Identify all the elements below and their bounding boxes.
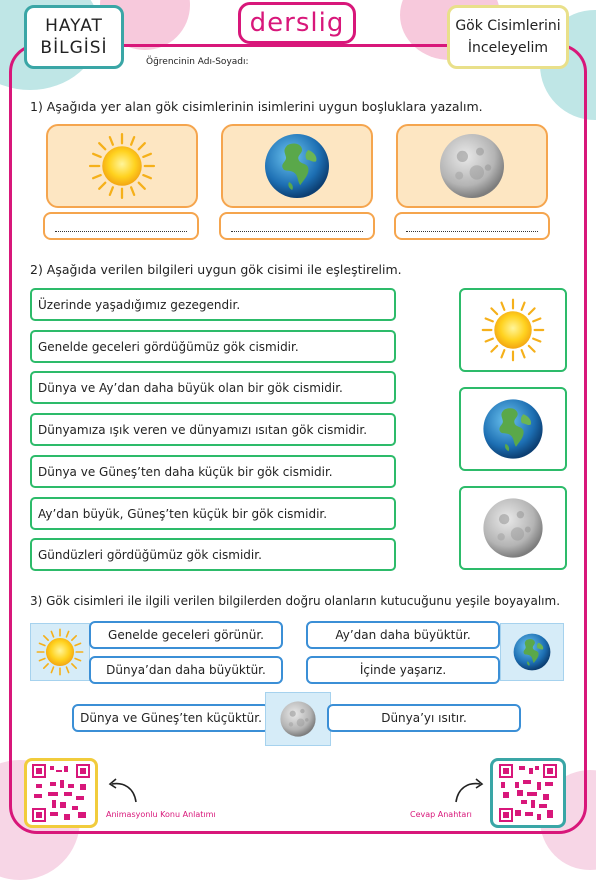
sun-icon [477,294,549,366]
earth-icon [509,629,555,675]
q2-moon-card[interactable] [459,486,567,570]
q3-sun-statement-2[interactable]: Dünya’dan daha büyüktür. [89,656,283,684]
question-2-text: 2) Aşağıda verilen bilgileri uygun gök cisimi ile eşleştirelim. [30,262,402,277]
q3-sun-image [30,623,90,681]
subject-line-1: HAYAT [45,16,103,36]
q3-sun-statement-1[interactable]: Genelde geceleri görünür. [89,621,283,649]
q2-statement[interactable]: Ay’dan büyük, Güneş’ten küçük bir gök cismidir. [30,497,396,530]
q2-earth-card[interactable] [459,387,567,471]
qr-code-icon [32,764,90,822]
question-3-text: 3) Gök cisimleri ile ilgili verilen bilgilerden doğru olanların kutucuğunu yeşile boyayalım. [30,594,561,608]
q2-statement[interactable]: Dünya ve Ay’dan daha büyük olan bir gök cismidir. [30,371,396,404]
q1-answer-blank-moon[interactable] [394,212,550,240]
q1-moon-card [396,124,548,208]
q2-statement[interactable]: Dünyamıza ışık veren ve dünyamızı ısıtan gök cismidir. [30,413,396,446]
curved-arrow-icon [104,776,144,806]
answer-key-label[interactable]: Cevap Anahtarı [410,810,472,819]
moon-icon [432,126,512,206]
q3-moon-statement-1[interactable]: Dünya ve Güneş’ten küçüktür. [72,704,270,732]
q1-answer-blank-earth[interactable] [219,212,375,240]
q2-statement[interactable]: Üzerinde yaşadığımız gezegendir. [30,288,396,321]
subject-line-2: BİLGİSİ [40,38,108,58]
animation-lesson-label[interactable]: Animasyonlu Konu Anlatımı [106,810,216,819]
q1-sun-card [46,124,198,208]
q2-statement[interactable]: Dünya ve Güneş’ten daha küçük bir gök cismidir. [30,455,396,488]
student-name-label: Öğrencinin Adı-Soyadı: [146,57,249,67]
q2-statement[interactable]: Gündüzleri gördüğümüz gök cismidir. [30,538,396,571]
moon-icon [276,697,320,741]
q2-statement[interactable]: Genelde geceleri gördüğümüz gök cismidir. [30,330,396,363]
topic-line-1: Gök Cisimlerini [455,18,561,34]
q3-earth-image [500,623,564,681]
moon-icon [476,491,550,565]
sun-icon [84,128,160,204]
q1-earth-card [221,124,373,208]
qr-code-answer-key[interactable] [490,758,566,828]
qr-code-icon [499,764,557,822]
q2-sun-card[interactable] [459,288,567,372]
topic-box [447,5,569,69]
q3-earth-statement-2[interactable]: İçinde yaşarız. [306,656,500,684]
earth-icon [476,392,550,466]
q3-earth-statement-1[interactable]: Ay’dan daha büyüktür. [306,621,500,649]
topic-line-2: İnceleyelim [467,40,549,56]
earth-icon [257,126,337,206]
q3-moon-image [265,692,331,746]
q3-moon-statement-2[interactable]: Dünya’yı ısıtır. [327,704,521,732]
question-1-text: 1) Aşağıda yer alan gök cisimlerinin isimlerini uygun boşluklara yazalım. [30,99,483,114]
derslig-logo: derslig [238,2,356,44]
subject-box [24,5,124,69]
q1-answer-blank-sun[interactable] [43,212,199,240]
sun-icon [33,625,87,679]
qr-code-animation[interactable] [24,758,98,828]
curved-arrow-icon [448,776,488,806]
